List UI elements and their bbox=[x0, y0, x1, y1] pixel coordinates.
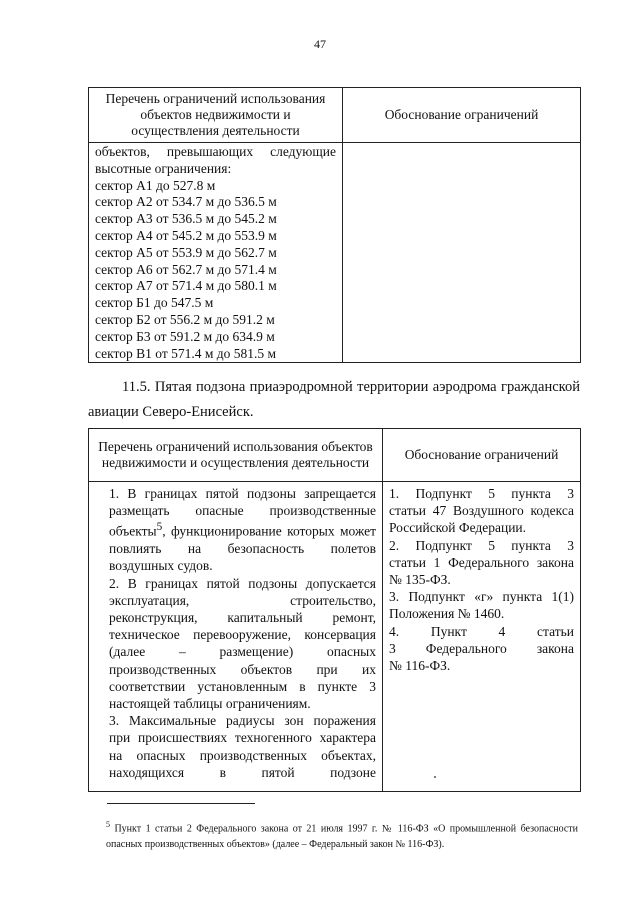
text-line: 1. Подпункт 5 пункта 3 bbox=[389, 486, 574, 501]
restrictions-table-fifth-subzone bbox=[88, 428, 581, 792]
sector-line: сектор А6 от 562.7 м до 571.4 м bbox=[95, 261, 277, 277]
text-line: воздушных судов. bbox=[109, 558, 213, 574]
text-line: эксплуатация, строительство, bbox=[109, 592, 376, 608]
sector-line: сектор Б3 от 591.2 м до 634.9 м bbox=[95, 328, 275, 344]
text-line: 2. В границах пятой подзоны допускается bbox=[109, 575, 376, 591]
sector-line: сектор А5 от 553.9 м до 562.7 м bbox=[95, 244, 277, 260]
restrictions-cell bbox=[89, 482, 383, 792]
sector-line: сектор А2 от 534.7 м до 536.5 м bbox=[95, 194, 277, 210]
footnote-line: опасных производственных объектов» (далее – Федеральный закон № 116-ФЗ). bbox=[106, 839, 445, 851]
text-fragment: объекты bbox=[109, 523, 157, 539]
table-row bbox=[89, 143, 581, 363]
height-restrictions-cell bbox=[89, 143, 343, 363]
text-fragment: , функционирование которых может bbox=[162, 523, 376, 539]
justification-item-4 bbox=[389, 623, 574, 675]
sector-line: сектор А3 от 536.5 м до 545.2 м bbox=[95, 211, 277, 227]
restriction-paragraph-2 bbox=[95, 575, 376, 713]
sector-line: сектор А7 от 571.4 м до 580.1 м bbox=[95, 278, 277, 294]
justification-item-2 bbox=[389, 537, 574, 589]
text-line bbox=[95, 502, 376, 519]
page-number: 47 bbox=[314, 37, 326, 51]
text-line: настоящей таблицы ограничениям. bbox=[109, 695, 311, 711]
sector-line: сектор Б2 от 556.2 м до 591.2 м bbox=[95, 311, 275, 327]
restriction-paragraph-3 bbox=[95, 712, 376, 781]
text-line: техническое перевооружение, консервация bbox=[109, 627, 376, 643]
text-line: (далее – размещение) опасных bbox=[109, 644, 376, 660]
text-line: № 116-ФЗ. bbox=[389, 658, 451, 674]
sector-line: сектор А1 до 527.8 м bbox=[95, 177, 216, 193]
table-header-row bbox=[89, 429, 581, 482]
table-row bbox=[89, 482, 581, 792]
text-line: находящихся в пятой подзоне bbox=[109, 764, 376, 780]
text-line: реконструкция, капитальный ремонт, bbox=[109, 609, 376, 625]
footnote-line bbox=[106, 817, 578, 837]
scan-speck bbox=[434, 776, 436, 778]
footnote-marker: 5 bbox=[156, 521, 163, 534]
footnote-number: 5 bbox=[106, 820, 110, 829]
footnote-separator bbox=[107, 803, 255, 804]
sector-line: сектор Б1 до 547.5 м bbox=[95, 295, 214, 311]
text-line: 1. В границах пятой подзоны запрещается bbox=[109, 486, 376, 501]
footnote bbox=[106, 817, 578, 853]
text-line: № 135-ФЗ. bbox=[389, 572, 451, 588]
text-line bbox=[95, 519, 376, 540]
text-line: Положения № 1460. bbox=[389, 606, 505, 622]
restriction-paragraph-1 bbox=[95, 485, 376, 575]
header-restrictions-list: Перечень ограничений использования объектов недвижимости и осуществления деятельности bbox=[89, 88, 343, 143]
justification-cell bbox=[383, 482, 581, 792]
table-header-row bbox=[89, 88, 581, 143]
justification-item-1 bbox=[389, 485, 574, 537]
text-line: повлиять на безопасность полетов bbox=[109, 541, 376, 557]
text-line: 3 Федерального закона bbox=[389, 640, 574, 656]
footnote-text: Пункт 1 статьи 2 Федерального закона от 21 июля 1997 г. № 116-ФЗ «О промышленной безопасности bbox=[114, 823, 579, 835]
justification-item-3 bbox=[389, 588, 574, 622]
header-restrictions-list: Перечень ограничений использования объектов недвижимости и осуществления деятельности bbox=[89, 429, 383, 482]
text-line: Российской Федерации. bbox=[389, 520, 527, 536]
text-line: статьи 47 Воздушного кодекса bbox=[389, 503, 574, 519]
text-line: 3. Подпункт «г» пункта 1(1) bbox=[389, 589, 574, 605]
sector-line: сектор В1 от 571.4 м до 581.5 м bbox=[95, 345, 277, 361]
subzone-heading: 11.5. Пятая подзона приаэродромной территории аэродрома гражданской авиации Северо-Енисейск. bbox=[88, 379, 580, 420]
text-line: статьи 1 Федерального закона bbox=[389, 554, 574, 570]
text-line: 2. Подпункт 5 пункта 3 bbox=[389, 537, 574, 553]
text-line: соответствии установленным в пункте 3 bbox=[109, 678, 376, 694]
restrictions-table-continued bbox=[88, 87, 581, 363]
text-line: 3. Максимальные радиусы зон поражения bbox=[109, 713, 376, 729]
cell-line: объектов, превышающих следующие bbox=[95, 144, 336, 159]
text-line: производственных объектов при их bbox=[109, 661, 376, 677]
cell-line: высотные ограничения: bbox=[95, 160, 232, 176]
sector-line: сектор А4 от 545.2 м до 553.9 м bbox=[95, 227, 277, 243]
text-line: 4. Пункт 4 статьи bbox=[389, 623, 574, 639]
text-line: при происшествиях техногенного характера bbox=[109, 730, 376, 746]
header-justification: Обоснование ограничений bbox=[383, 429, 581, 482]
text-line: на опасных производственных объектах, bbox=[109, 747, 376, 763]
justification-cell-empty bbox=[343, 143, 581, 363]
header-justification: Обоснование ограничений bbox=[343, 88, 581, 143]
text-line: размещать опасные производственные bbox=[109, 503, 376, 519]
